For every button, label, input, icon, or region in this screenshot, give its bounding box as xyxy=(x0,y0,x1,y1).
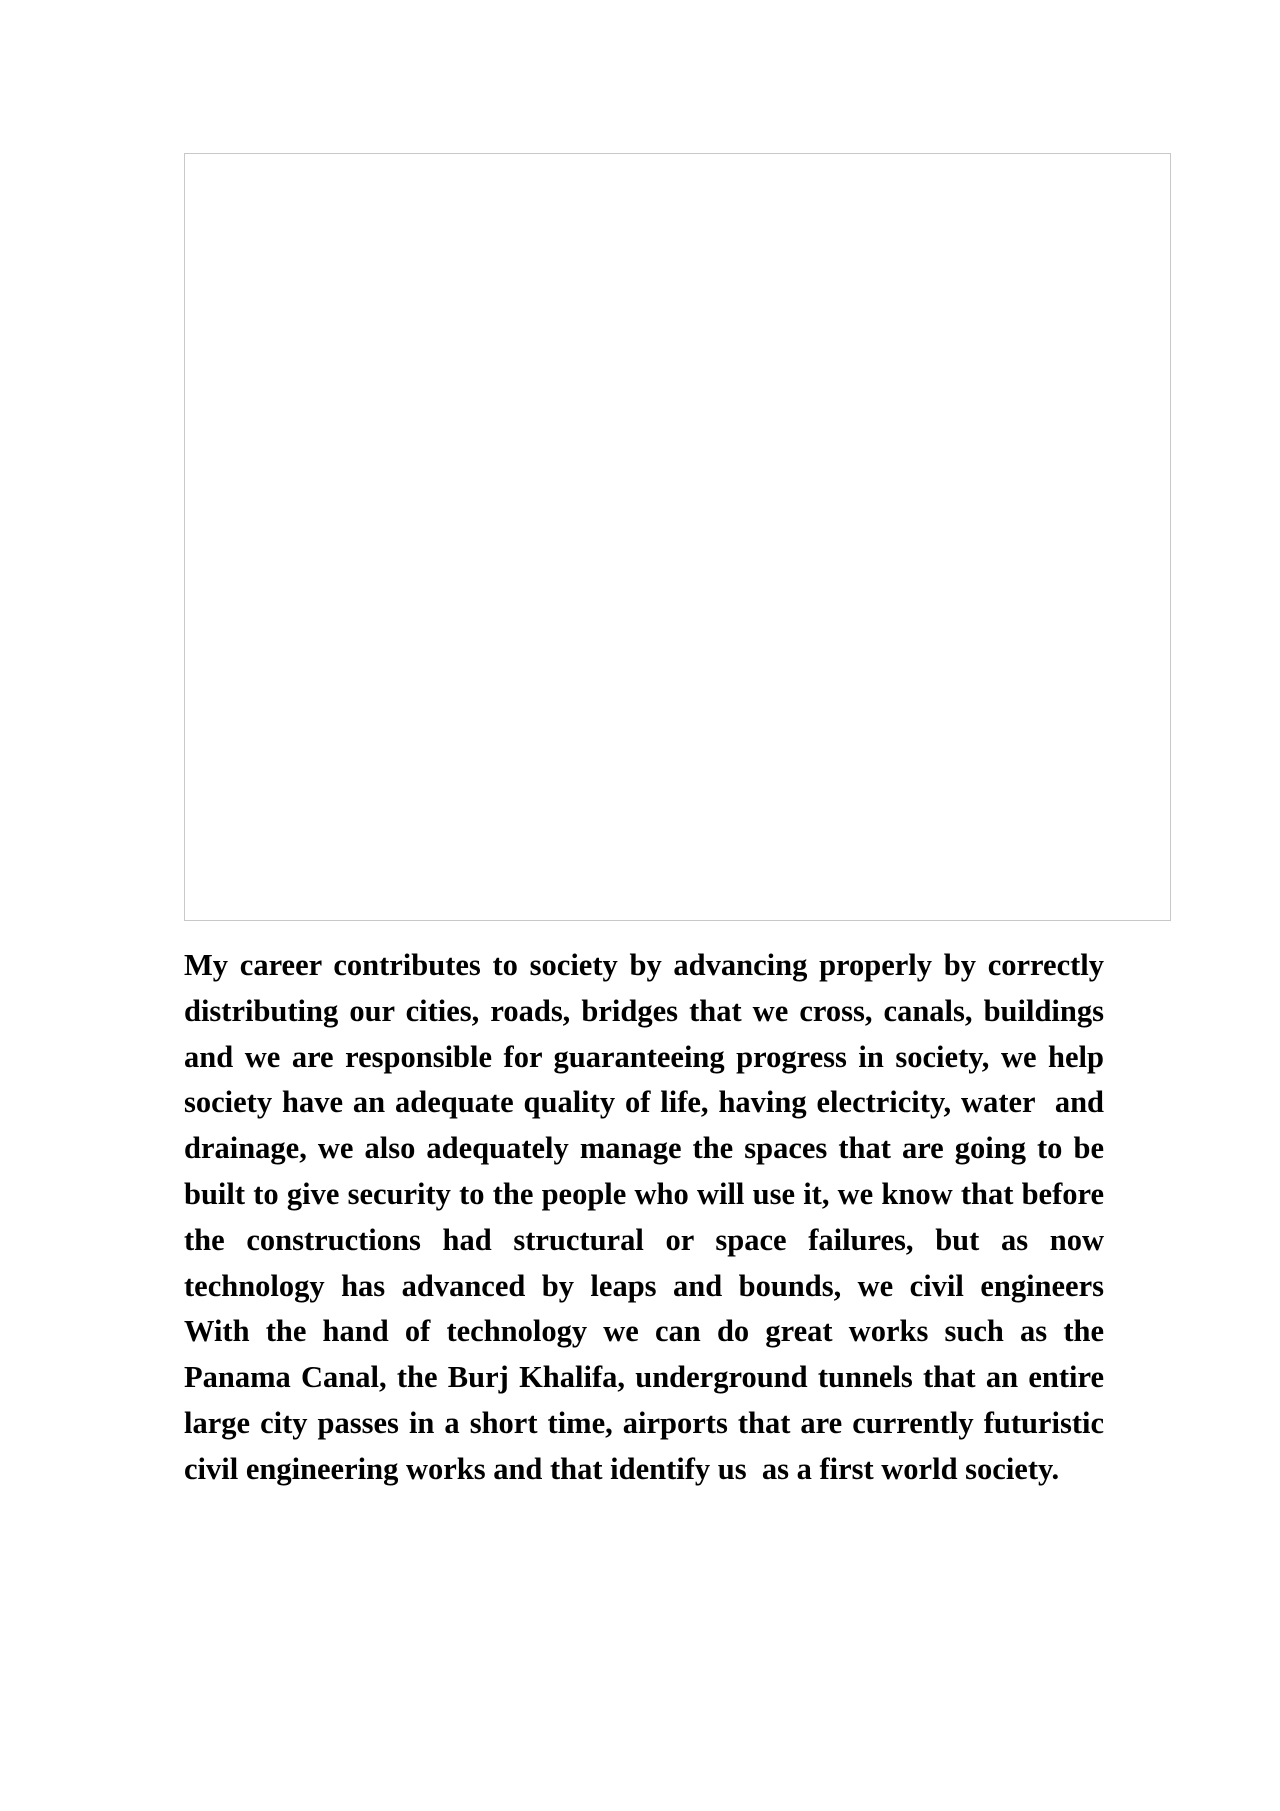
body-paragraph: My career contributes to society by advancing properly by correctly distributing our cities, roads, bridges that we cross, canals, buildings and we are responsible for guaranteeing progress in society, we help society have an adequate quality of life, having electricity, water and drainage, we also adequately manage the spaces that are going to be built to give security to the people who will use it, we know that before the constructions had structural or space failures, but as now technology has advanced by leaps and bounds, we civil engineers With the hand of technology we can do great works such as the Panama Canal, the Burj Khalifa, underground tunnels that an entire large city passes in a short time, airports that are currently futuristic civil engineering works and that identify us as a first world society. xyxy=(184,948,1120,1486)
image-placeholder xyxy=(184,153,1171,921)
